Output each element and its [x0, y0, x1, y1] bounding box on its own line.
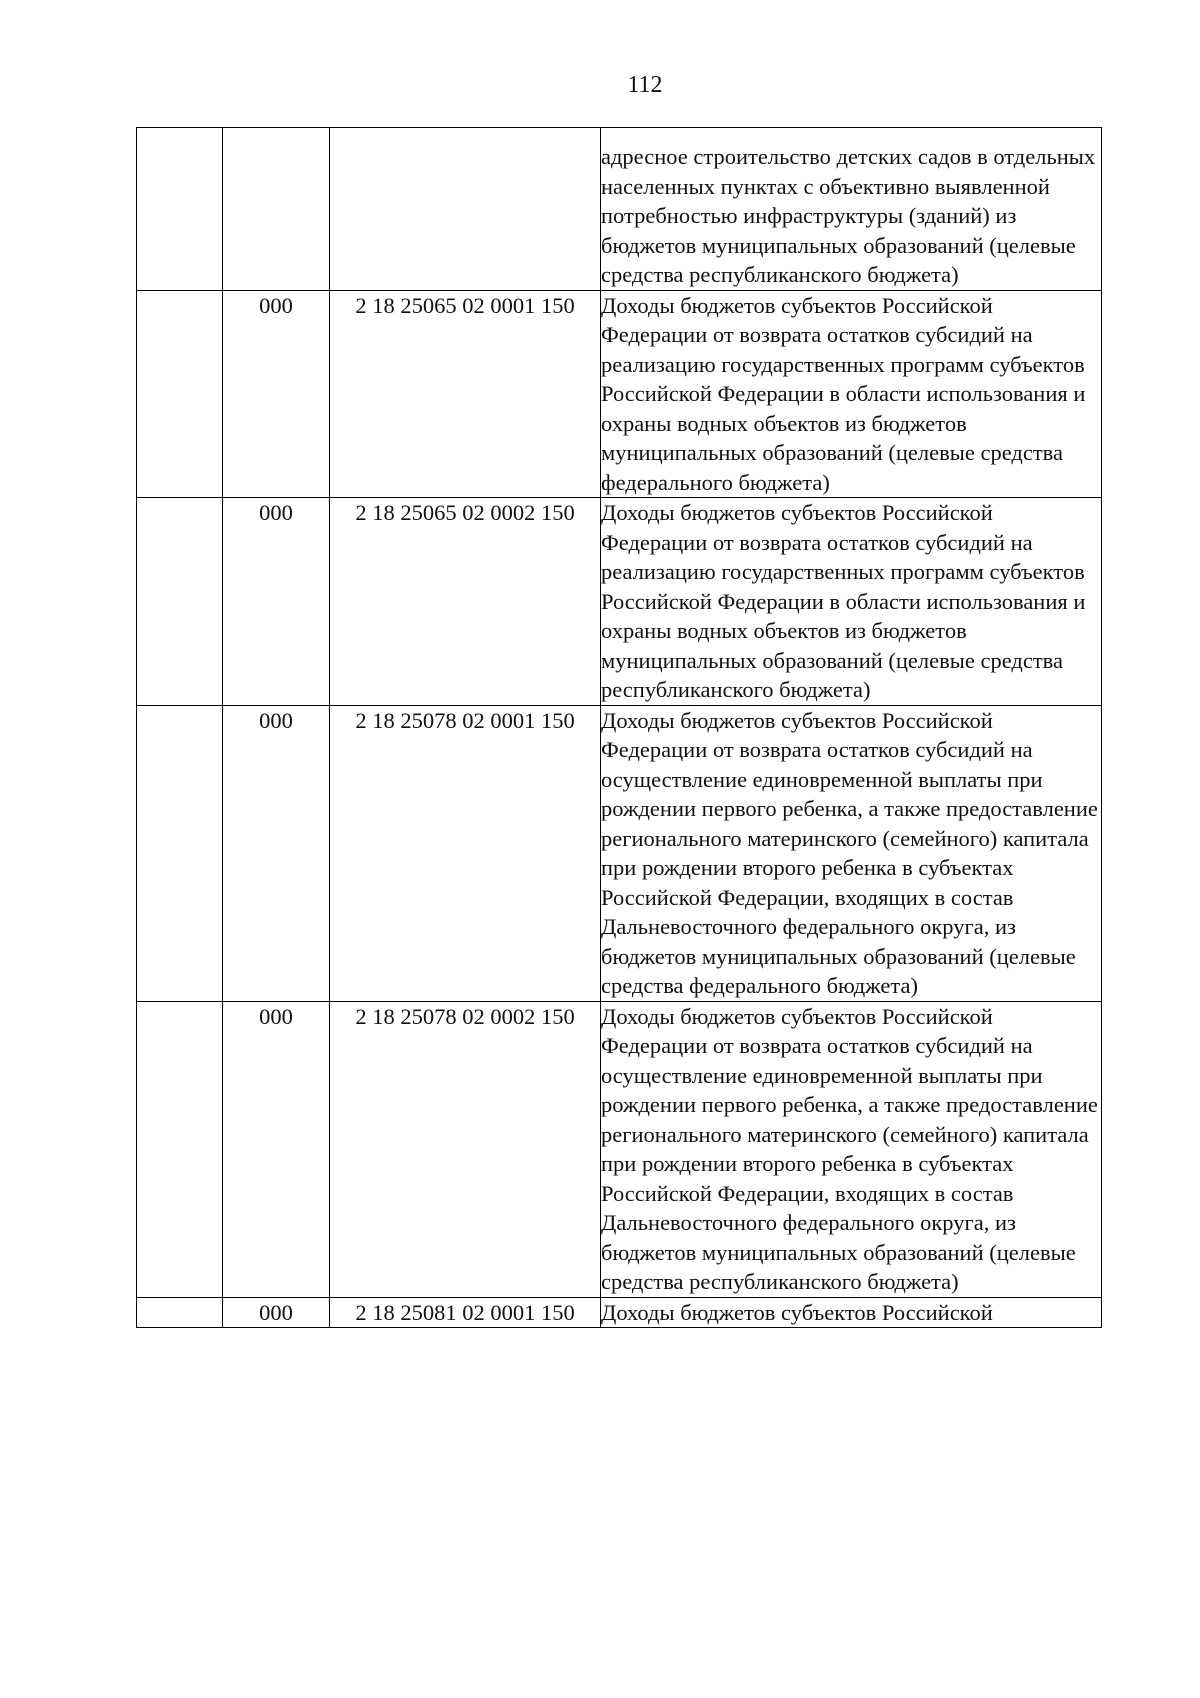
row-number-cell [137, 1297, 223, 1328]
admin-code-cell: 000 [223, 498, 330, 706]
budget-code-cell [330, 128, 601, 291]
admin-code-cell: 000 [223, 1001, 330, 1297]
description-cell: Доходы бюджетов субъектов Российской Федерации от возврата остатков субсидий на осуществление единовременной выплаты при рождении первого ребенка, а также предоставление регионального материнского (семейного) капитала при рождении второго ребенка в субъектах Российской Федерации, входящих в состав Дальневосточного федерального округа, из бюджетов муниципальных образований (целевые средства федерального бюджета) [601, 705, 1102, 1001]
budget-code-table [136, 127, 1102, 1328]
table-row [137, 705, 1102, 1001]
description-cell: адресное строительство детских садов в отдельных населенных пунктах с объективно выявленной потребностью инфраструктуры (зданий) из бюджетов муниципальных образований (целевые средства республиканского бюджета) [601, 128, 1102, 291]
admin-code-cell: 000 [223, 1297, 330, 1328]
admin-code-cell: 000 [223, 705, 330, 1001]
row-number-cell [137, 705, 223, 1001]
description-cell: Доходы бюджетов субъектов Российской Федерации от возврата остатков субсидий на реализацию государственных программ субъектов Российской Федерации в области использования и охраны водных объектов из бюджетов муниципальных образований (целевые средства федерального бюджета) [601, 290, 1102, 498]
budget-code-cell: 2 18 25078 02 0001 150 [330, 705, 601, 1001]
row-number-cell [137, 498, 223, 706]
description-cell: Доходы бюджетов субъектов Российской [601, 1297, 1102, 1328]
budget-code-cell: 2 18 25081 02 0001 150 [330, 1297, 601, 1328]
row-number-cell [137, 128, 223, 291]
budget-code-cell: 2 18 25078 02 0002 150 [330, 1001, 601, 1297]
budget-code-cell: 2 18 25065 02 0002 150 [330, 498, 601, 706]
description-cell: Доходы бюджетов субъектов Российской Федерации от возврата остатков субсидий на осуществление единовременной выплаты при рождении первого ребенка, а также предоставление регионального материнского (семейного) капитала при рождении второго ребенка в субъектах Российской Федерации, входящих в состав Дальневосточного федерального округа, из бюджетов муниципальных образований (целевые средства республиканского бюджета) [601, 1001, 1102, 1297]
page-number: 112 [627, 72, 663, 98]
table-row [137, 128, 1102, 291]
budget-code-cell: 2 18 25065 02 0001 150 [330, 290, 601, 498]
table-row [137, 1001, 1102, 1297]
table-row [137, 498, 1102, 706]
description-cell: Доходы бюджетов субъектов Российской Федерации от возврата остатков субсидий на реализацию государственных программ субъектов Российской Федерации в области использования и охраны водных объектов из бюджетов муниципальных образований (целевые средства республиканского бюджета) [601, 498, 1102, 706]
admin-code-cell: 000 [223, 290, 330, 498]
row-number-cell [137, 290, 223, 498]
admin-code-cell [223, 128, 330, 291]
table-row [137, 290, 1102, 498]
row-number-cell [137, 1001, 223, 1297]
table-row [137, 1297, 1102, 1328]
